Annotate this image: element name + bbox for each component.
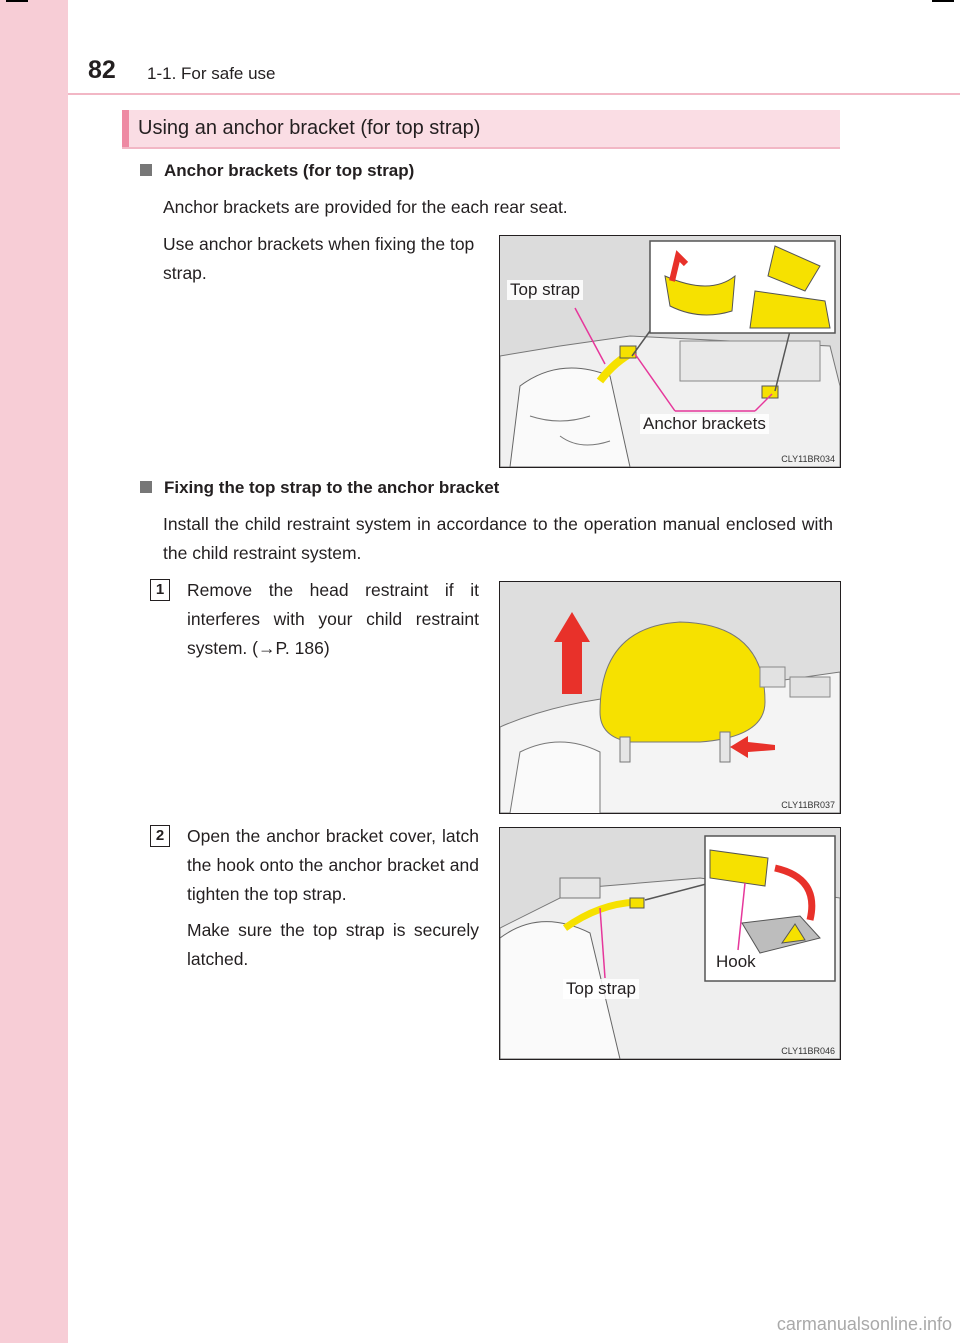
bullet-square-icon	[140, 481, 152, 493]
section-heading-bar	[122, 110, 840, 149]
section-title: 1-1. For safe use	[147, 64, 276, 83]
crop-mark	[932, 0, 954, 2]
figure-anchor-brackets	[499, 235, 841, 468]
watermark: carmanualsonline.info	[776, 1314, 952, 1334]
step-1-text: Remove the head restraint if it interferes with your child restraint system. (→P. 186)	[187, 580, 479, 658]
heading-accent	[122, 110, 129, 147]
header-divider	[68, 93, 960, 95]
page-number: 82	[88, 56, 116, 84]
label-top-strap: Top strap	[563, 979, 639, 999]
step-2-text: Open the anchor bracket cover, latch the hook onto the anchor bracket and tighten the top strap.	[187, 826, 479, 904]
latch-hook-illustration	[500, 828, 840, 1059]
subheading-fixing: Fixing the top strap to the anchor bracket	[140, 478, 499, 498]
paragraph: Install the child restraint system in accordance to the operation manual enclosed with the child restraint system.	[163, 514, 833, 563]
step-2-note: Make sure the top strap is securely latched.	[187, 920, 479, 969]
subheading-anchor-brackets: Anchor brackets (for top strap)	[140, 161, 414, 181]
side-margin-band	[0, 0, 68, 1343]
crop-mark	[6, 0, 28, 2]
figure-code: CLY11BR034	[781, 454, 835, 464]
figure-code: CLY11BR037	[781, 800, 835, 810]
figure-latch-hook	[499, 827, 841, 1060]
label-hook: Hook	[713, 952, 759, 972]
step-number-2: 2	[150, 825, 170, 847]
figure-remove-head-restraint	[499, 581, 841, 814]
head-restraint-illustration	[500, 582, 840, 813]
figure-code: CLY11BR046	[781, 1046, 835, 1056]
section-heading: Using an anchor bracket (for top strap)	[138, 117, 481, 139]
label-anchor-brackets: Anchor brackets	[640, 414, 769, 434]
step-number-1: 1	[150, 579, 170, 601]
bullet-square-icon	[140, 164, 152, 176]
label-top-strap: Top strap	[507, 280, 583, 300]
paragraph: Anchor brackets are provided for the each rear seat.	[163, 197, 568, 217]
paragraph: Use anchor brackets when fixing the top strap.	[163, 234, 475, 283]
